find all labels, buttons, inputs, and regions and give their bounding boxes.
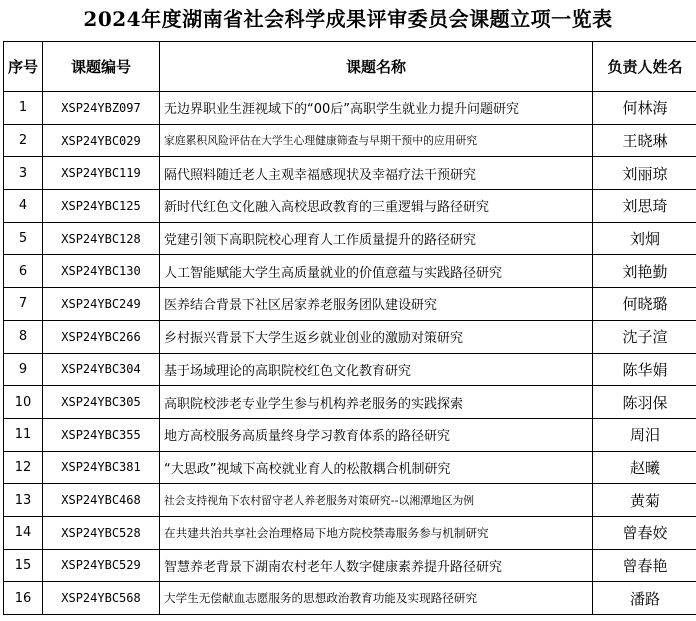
table-row — [4, 288, 696, 321]
row-no: 4 — [4, 190, 43, 223]
row-name: 智慧养老背景下湖南农村老年人数字健康素养提升路径研究 — [160, 549, 593, 582]
row-code: XSP24YBC119 — [43, 157, 160, 190]
table-row — [4, 157, 696, 190]
row-person: 何晓璐 — [593, 288, 696, 321]
row-person: 曾春姣 — [593, 516, 696, 549]
table-row — [4, 582, 696, 615]
row-code: XSP24YBC266 — [43, 320, 160, 353]
row-no: 12 — [4, 451, 43, 484]
row-name: 党建引领下高职院校心理育人工作质量提升的路径研究 — [160, 222, 593, 255]
row-name: 在共建共治共享社会治理格局下地方院校禁毒服务参与机制研究 — [160, 516, 593, 549]
row-name: 社会支持视角下农村留守老人养老服务对策研究--以湘潭地区为例 — [160, 484, 593, 517]
row-person: 周汨 — [593, 418, 696, 451]
table-row — [4, 386, 696, 419]
row-code: XSP24YBC125 — [43, 190, 160, 223]
table-row — [4, 255, 696, 288]
row-person: 刘思琦 — [593, 190, 696, 223]
row-no: 6 — [4, 255, 43, 288]
header-person: 负责人姓名 — [593, 42, 696, 92]
row-no: 11 — [4, 418, 43, 451]
header-code: 课题编号 — [43, 42, 160, 92]
row-person: 陈华娟 — [593, 353, 696, 386]
row-code: XSP24YBC130 — [43, 255, 160, 288]
row-no: 16 — [4, 582, 43, 615]
row-name: 高职院校涉老专业学生参与机构养老服务的实践探索 — [160, 386, 593, 419]
table-row — [4, 320, 696, 353]
row-person: 刘艳勤 — [593, 255, 696, 288]
table-row — [4, 222, 696, 255]
row-name: 大学生无偿献血志愿服务的思想政治教育功能及实现路径研究 — [160, 582, 593, 615]
table-row — [4, 124, 696, 157]
row-no: 1 — [4, 92, 43, 125]
row-name: 地方高校服务高质量终身学习教育体系的路径研究 — [160, 418, 593, 451]
page-title: 2024年度湖南省社会科学成果评审委员会课题立项一览表 — [83, 7, 613, 31]
table-row — [4, 484, 696, 517]
row-person: 沈子渲 — [593, 320, 696, 353]
row-code: XSP24YBC381 — [43, 451, 160, 484]
row-name: 医养结合背景下社区居家养老服务团队建设研究 — [160, 288, 593, 321]
row-name: 家庭累积风险评估在大学生心理健康筛查与早期干预中的应用研究 — [160, 124, 593, 157]
row-code: XSP24YBC304 — [43, 353, 160, 386]
row-no: 15 — [4, 549, 43, 582]
header-name: 课题名称 — [160, 42, 593, 92]
row-person: 王晓琳 — [593, 124, 696, 157]
table-row — [4, 451, 696, 484]
header-no: 序号 — [4, 42, 43, 92]
table-row — [4, 516, 696, 549]
row-no: 2 — [4, 124, 43, 157]
row-person: 刘炯 — [593, 222, 696, 255]
row-code: XSP24YBC528 — [43, 516, 160, 549]
row-person: 何林海 — [593, 92, 696, 125]
project-table — [3, 41, 696, 615]
row-no: 14 — [4, 516, 43, 549]
row-code: XSP24YBC029 — [43, 124, 160, 157]
row-name: 基于场域理论的高职院校红色文化教育研究 — [160, 353, 593, 386]
table-header-row — [4, 42, 696, 92]
table-row — [4, 353, 696, 386]
row-code: XSP24YBC568 — [43, 582, 160, 615]
row-name: 乡村振兴背景下大学生返乡就业创业的激励对策研究 — [160, 320, 593, 353]
row-person: 潘路 — [593, 582, 696, 615]
row-no: 5 — [4, 222, 43, 255]
row-code: XSP24YBC305 — [43, 386, 160, 419]
table-row — [4, 92, 696, 125]
row-name: 新时代红色文化融入高校思政教育的三重逻辑与路径研究 — [160, 190, 593, 223]
row-code: XSP24YBC355 — [43, 418, 160, 451]
row-name: 人工智能赋能大学生高质量就业的价值意蕴与实践路径研究 — [160, 255, 593, 288]
row-code: XSP24YBC468 — [43, 484, 160, 517]
row-name: 无边界职业生涯视域下的“00后”高职学生就业力提升问题研究 — [160, 92, 593, 125]
row-person: 陈羽保 — [593, 386, 696, 419]
row-name: “大思政”视域下高校就业育人的松散耦合机制研究 — [160, 451, 593, 484]
row-code: XSP24YBZ097 — [43, 92, 160, 125]
row-no: 7 — [4, 288, 43, 321]
row-person: 黄菊 — [593, 484, 696, 517]
row-no: 13 — [4, 484, 43, 517]
table-row — [4, 549, 696, 582]
row-person: 曾春艳 — [593, 549, 696, 582]
row-no: 9 — [4, 353, 43, 386]
row-code: XSP24YBC249 — [43, 288, 160, 321]
row-code: XSP24YBC529 — [43, 549, 160, 582]
row-no: 10 — [4, 386, 43, 419]
row-person: 赵曦 — [593, 451, 696, 484]
table-row — [4, 418, 696, 451]
row-no: 3 — [4, 157, 43, 190]
row-no: 8 — [4, 320, 43, 353]
table-row — [4, 190, 696, 223]
row-person: 刘丽琼 — [593, 157, 696, 190]
row-name: 隔代照料随迁老人主观幸福感现状及幸福疗法干预研究 — [160, 157, 593, 190]
row-code: XSP24YBC128 — [43, 222, 160, 255]
